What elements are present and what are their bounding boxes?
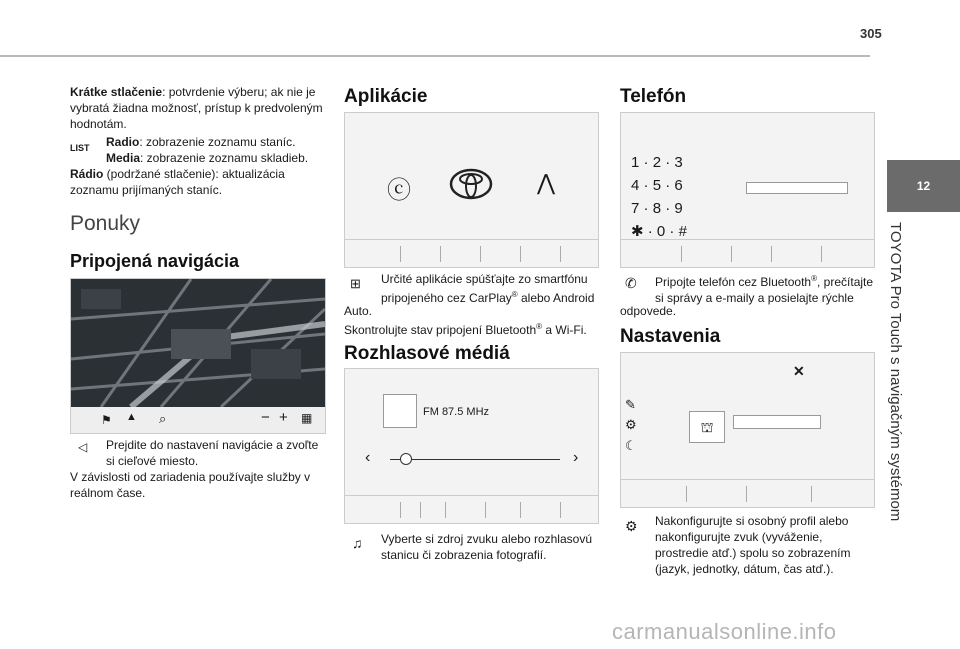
close-icon[interactable]: ✕ bbox=[793, 363, 805, 379]
station-label: FM 87.5 MHz bbox=[423, 406, 490, 418]
list-icon: LIST bbox=[70, 143, 90, 153]
zoom-out-icon[interactable]: − bbox=[261, 409, 270, 426]
radio-text: Vyberte si zdroj zvuku alebo rozhlasovú stanicu či zobrazenia fotografií. bbox=[381, 532, 592, 562]
settings-text: Nakonfigurujte si osobný profil alebo nakonfigurujte zvuk (vyváženie, prostredie atď.) spolu so zobrazením (jazyk, jednotky, dátum, čas atď.). bbox=[655, 514, 851, 576]
next-icon[interactable]: › bbox=[573, 449, 579, 466]
profile-field[interactable] bbox=[733, 415, 821, 429]
prev-icon[interactable]: ‹ bbox=[365, 449, 371, 466]
short-press-paragraph: Krátke stlačenie: potvrdenie výberu; ak nie je vybratá žiadna možnosť, prístup k predvoleným hodnotám. bbox=[70, 85, 323, 131]
navigation-icon: ◁ bbox=[78, 440, 88, 454]
radio-screenshot bbox=[344, 368, 599, 524]
phone-heading: Telefón bbox=[620, 86, 687, 107]
apps-heading: Aplikácie bbox=[344, 86, 428, 107]
navigation-screenshot bbox=[70, 278, 326, 434]
search-icon[interactable]: ⌕ bbox=[159, 411, 167, 426]
nav-text2: V závislosti od zariadenia používajte služby v reálnom čase. bbox=[70, 470, 311, 500]
nav-heading: Pripojená navigácia bbox=[70, 251, 240, 271]
tuner-knob[interactable] bbox=[400, 453, 412, 465]
apps-text2: Skontrolujte stav pripojení Bluetooth® a Wi-Fi. bbox=[344, 322, 587, 337]
apps-grid-icon: ⊞ bbox=[350, 276, 361, 291]
apps-text1: Určité aplikácie spúšťajte zo smartfónu pripojeného cez CarPlay® alebo Android bbox=[381, 272, 595, 305]
keypad[interactable] bbox=[631, 151, 716, 243]
page-number: 305 bbox=[860, 26, 882, 41]
profile-icon[interactable]: ⛫ bbox=[689, 411, 725, 443]
station-artwork bbox=[383, 394, 417, 428]
palette-icon[interactable]: ✎ bbox=[625, 397, 636, 412]
phone-text-end: odpovede. bbox=[620, 304, 677, 318]
header-rule bbox=[0, 55, 870, 57]
moon-icon[interactable]: ☾ bbox=[625, 438, 637, 453]
settings-gear-icon: ⚙ bbox=[625, 518, 638, 534]
keypad-row: ✱ · 0 · # bbox=[631, 223, 687, 240]
music-note-icon: ♫ bbox=[352, 535, 363, 551]
map-image bbox=[71, 279, 325, 407]
settings-screenshot bbox=[620, 352, 875, 508]
phone-text: Pripojte telefón cez Bluetooth®, prečítajte si správy a e-maily a posielajte rýchle bbox=[655, 274, 874, 305]
settings-heading: Nastavenia bbox=[620, 326, 721, 347]
long-press-paragraph: Rádio (podržané stlačenie): aktualizácia zoznamu prijímaných staníc. bbox=[70, 167, 285, 197]
phone-icon: ✆ bbox=[625, 275, 637, 291]
layers-icon[interactable]: ▦ bbox=[301, 411, 313, 425]
chapter-tab[interactable]: 12 bbox=[887, 160, 960, 212]
android-auto-icon[interactable]: ⋀ bbox=[537, 170, 556, 195]
keypad-row: 7 · 8 · 9 bbox=[631, 200, 683, 217]
zoom-in-icon[interactable]: + bbox=[279, 409, 288, 426]
menus-heading: Ponuky bbox=[70, 212, 141, 235]
nav-text1: Prejdite do nastavení navigácie a zvoľte si cieľové miesto. bbox=[106, 438, 319, 468]
phone-screenshot bbox=[620, 112, 875, 268]
radio-heading: Rozhlasové médiá bbox=[344, 343, 510, 364]
chapter-title: TOYOTA Pro Touch s navigačným systémom bbox=[887, 222, 904, 522]
keypad-row: 1 · 2 · 3 bbox=[631, 154, 683, 171]
tuner-slider[interactable] bbox=[390, 459, 560, 460]
carplay-icon[interactable]: ⓒ bbox=[387, 177, 411, 204]
keypad-row: 4 · 5 · 6 bbox=[631, 177, 683, 194]
compass-icon[interactable]: ▲ bbox=[126, 411, 137, 423]
gear-icon[interactable]: ⚙ bbox=[625, 417, 637, 432]
toyota-logo-icon bbox=[449, 168, 493, 200]
watermark: carmanualsonline.info bbox=[612, 619, 837, 644]
apps-text1-end: Auto. bbox=[344, 304, 373, 318]
number-field[interactable] bbox=[746, 182, 848, 194]
apps-screenshot bbox=[344, 112, 599, 268]
flag-icon[interactable]: ⚑ bbox=[101, 413, 112, 427]
radio-media-paragraph: Radio: zobrazenie zoznamu staníc. Media: zobrazenie zoznamu skladieb. bbox=[106, 135, 309, 165]
